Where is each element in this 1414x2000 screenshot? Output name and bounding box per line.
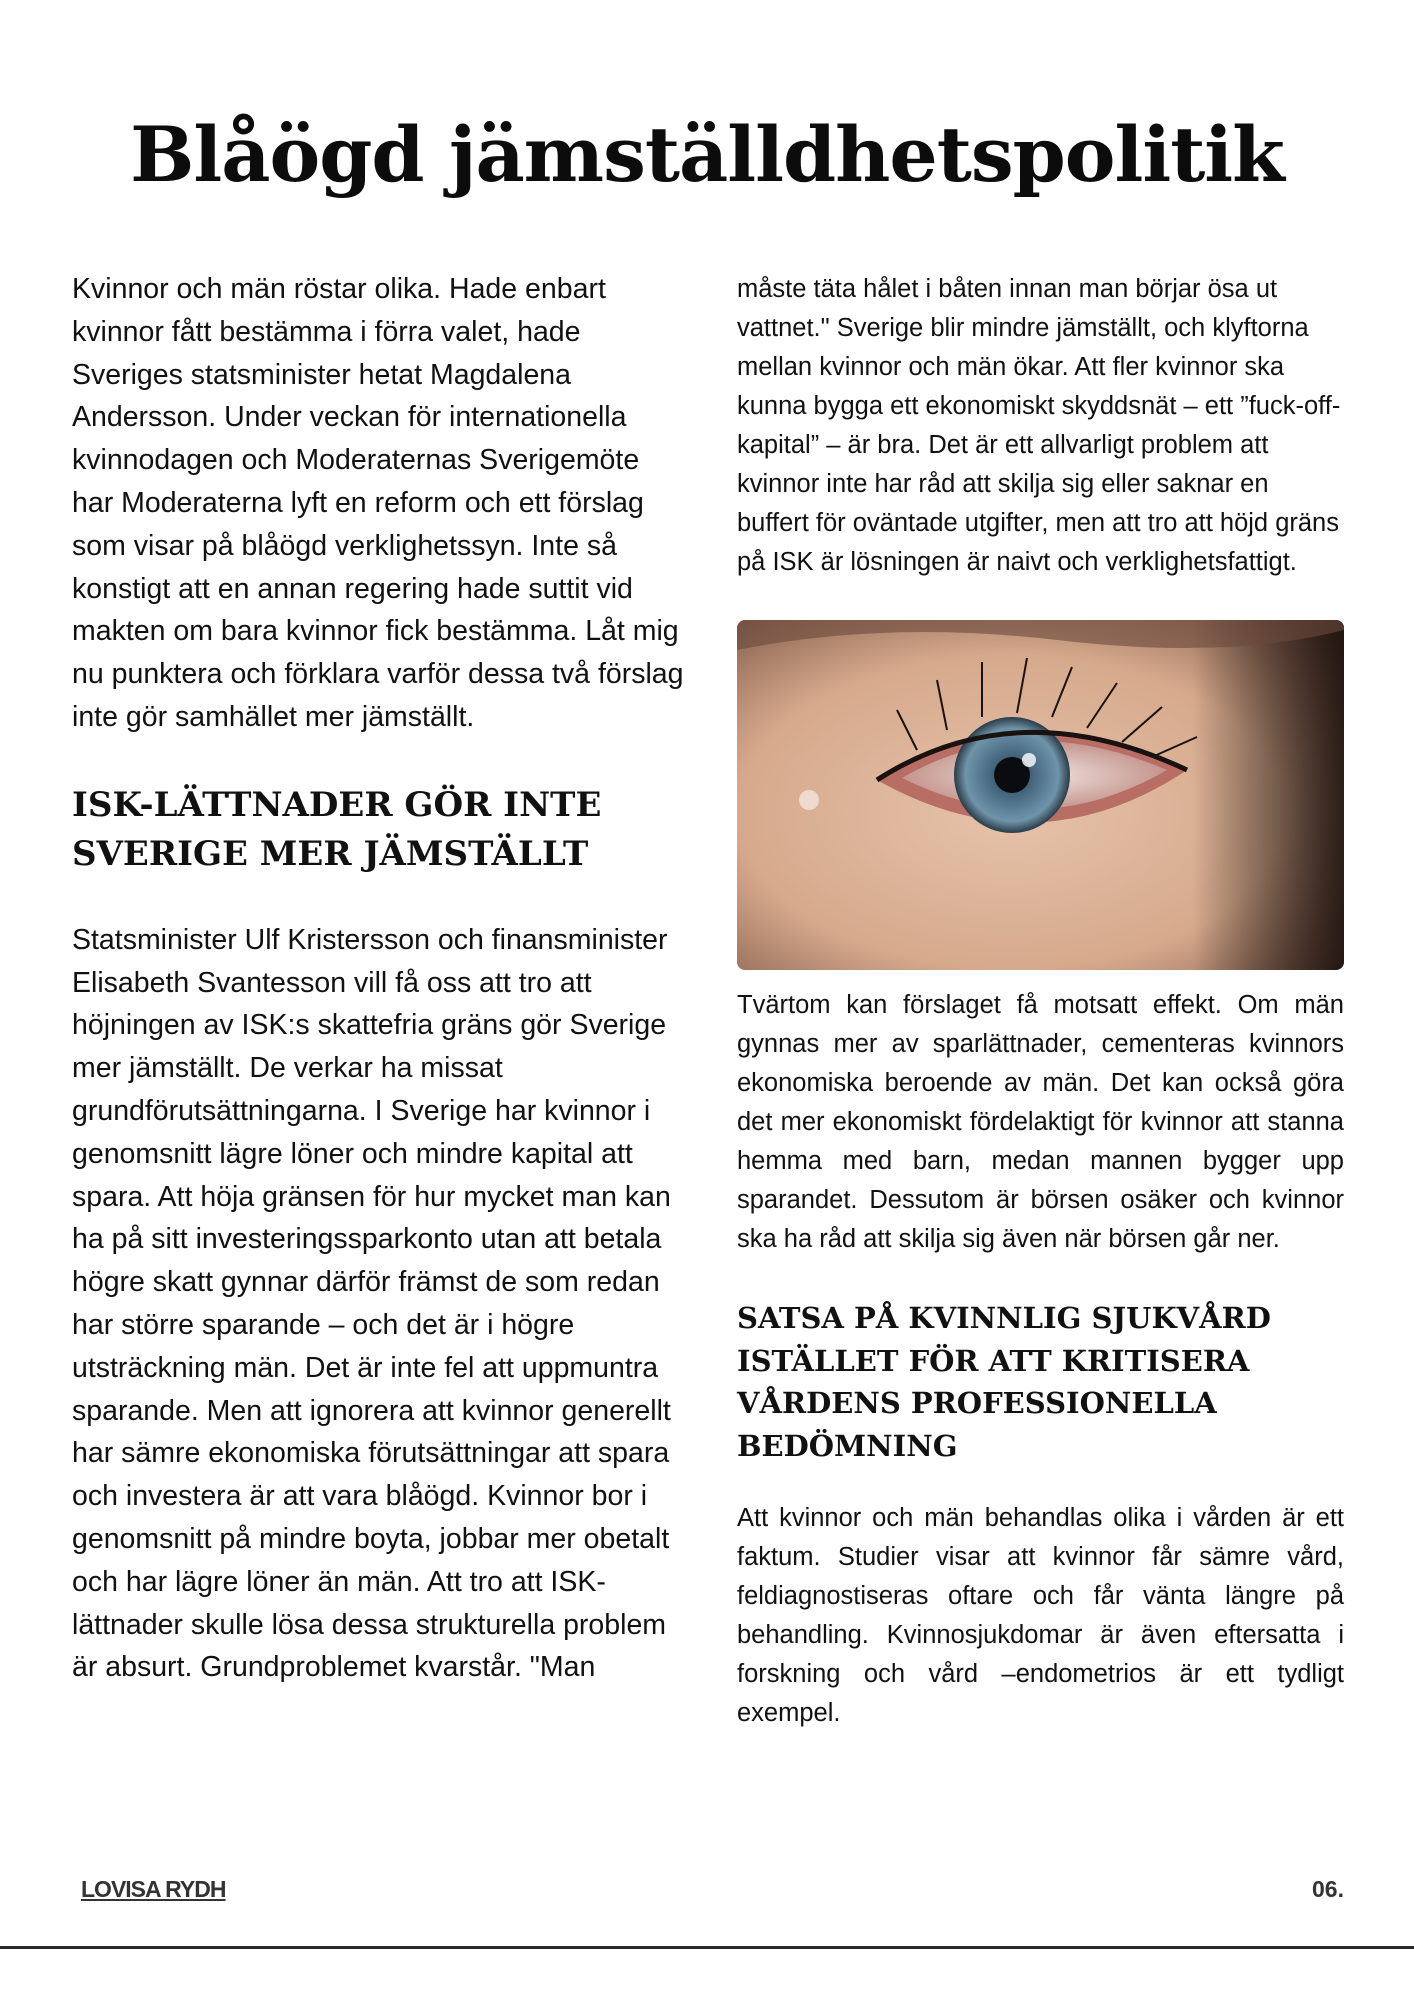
intro-paragraph: Kvinnor och män röstar olika. Hade enbart kvinnor fått bestämma i förra valet, hade Sveriges statsminister hetat Magdalena Andersson. Under veckan för internationella kvinnodagen och Moderaternas Sverigemöte har Moderaterna lyft en reform och ett förslag som visar på blåögd verklighetssyn. Inte så konstigt att en annan regering hade suttit vid makten om bara kvinnor fick bestämma. Låt mig nu punktera och förklara varför dessa två förslag inte gör samhället mer jämställt.: [72, 273, 684, 733]
eye-photo: [737, 620, 1344, 970]
section-heading-healthcare: SATSA PÅ KVINNLIG SJUKVÅRD ISTÄLLET FÖR ATT KRITISERA VÅRDENS PROFESSIONELLA BEDÖMNING: [737, 1301, 1271, 1463]
effect-paragraph: Tvärtom kan förslaget få motsatt effekt. Om män gynnas mer av sparlättnader, cementeras kvinnors ekonomiska beroende av män. Det kan också göra det mer ekonomiskt fördelaktigt för kvinnor att stanna hemma med barn, medan mannen bygger upp sparandet. Dessutom är börsen osäker och kvinnor ska ha råd att skilja sig även när börsen går ner.: [737, 991, 1344, 1253]
right-column: [737, 270, 1344, 1733]
page-number: 06.: [1312, 1876, 1344, 1902]
healthcare-paragraph: Att kvinnor och män behandlas olika i vården är ett faktum. Studier visar att kvinnor får sämre vård, feldiagnostiseras oftare och får vänta längre på behandling. Kvinnosjukdomar är även eftersatta i forskning och vård –endometrios är ett tydligt exempel.: [737, 1504, 1344, 1727]
isk-paragraph: Statsminister Ulf Kristersson och finansminister Elisabeth Svantesson vill få oss att tro att höjningen av ISK:s skattefria gräns gör Sverige mer jämställt. De verkar ha missat grundförutsättningarna. I Sverige har kvinnor i genomsnitt lägre löner och mindre kapital att spara. Att höja gränsen för hur mycket man kan ha på sitt investeringssparkonto utan att betala högre skatt gynnar därför främst de som redan har större sparande – och det är i högre utsträckning män. Det är inte fel att uppmuntra sparande. Men att ignorera att kvinnor generellt har sämre ekonomiska förutsättningar att spara och investera är att vara blåögd. Kvinnor bor i genomsnitt på mindre boyta, jobbar mer obetalt och har lägre löner än män. Att tro att ISK-lättnader skulle lösa dessa strukturella problem är absurt. Grundproblemet kvarstår. "Man: [72, 923, 671, 1684]
left-column: [72, 268, 684, 1689]
footer-author: LOVISA RYDH: [81, 1876, 226, 1902]
footer-divider: [0, 1946, 1414, 1949]
article-title: Blåögd jämställdhetspolitik: [130, 110, 1284, 199]
section-heading-isk: ISK-LÄTTNADER GÖR INTE SVERIGE MER JÄMSTÄLLT: [72, 784, 602, 874]
continuation-paragraph: måste täta hålet i båten innan man börjar ösa ut vattnet." Sverige blir mindre jämställt, och klyftorna mellan kvinnor och män ökar. Att fler kvinnor ska kunna bygga ett ekonomiskt skyddsnät – ett ”fuck-off-kapital” – är bra. Det är ett allvarligt problem att kvinnor inte har råd att skilja sig eller saknar en buffert för oväntade utgifter, men att tro att höjd gräns på ISK är lösningen är naivt och verklighetsfattigt.: [737, 275, 1341, 576]
